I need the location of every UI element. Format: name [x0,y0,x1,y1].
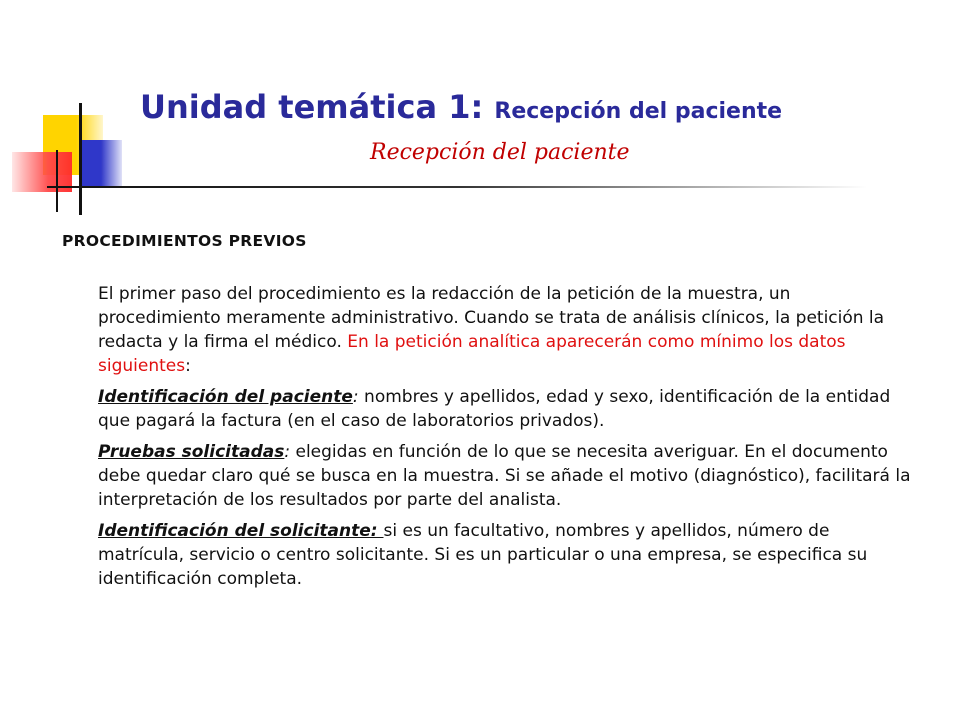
intro-end: : [185,356,191,376]
item-term: Pruebas solicitadas [98,442,285,462]
item-text: si es un facultativo, nombres y apellidos, número de matrícula, servicio o centro solicitante. Si es un particular o una empresa, se especifica su identificación completa. [98,521,868,589]
slide-title-sub: Recepción del paciente [494,99,783,124]
slide-title-main: Unidad temática 1: [140,88,495,126]
item-term: Identificación del paciente [98,387,353,407]
decorative-vertical-line [79,103,82,215]
list-item [98,440,918,512]
slide-subtitle: Recepción del paciente [370,140,630,165]
item-text: nombres y apellidos, edad y sexo, identificación de la entidad que pagará la factura (en el caso de laboratorios privados). [98,387,891,431]
item-separator: : [284,442,296,462]
slide-body [98,282,918,598]
decorative-vertical-line-short [56,150,58,212]
title-underline-rule [47,186,867,188]
intro-paragraph [98,282,918,378]
intro-text: El primer paso del procedimiento es la redacción de la petición de la muestra, un procedimiento meramente administrativo. Cuando se trata de análisis clínicos, la petición la redacta y la firma el médico. [98,284,885,352]
item-text: elegidas en función de lo que se necesita averiguar. En el documento debe quedar claro qué se busca en la muestra. Si se añade el motivo (diagnóstico), facilitará la interpretación de los resultados por parte del analista. [98,442,911,510]
list-item [98,519,918,591]
item-term: Identificación del solicitante: [98,521,384,541]
slide-title [140,88,930,126]
section-heading: PROCEDIMIENTOS PREVIOS [62,232,307,250]
intro-highlight: En la petición analítica aparecerán como mínimo los datos siguientes [98,332,846,376]
list-item [98,385,918,433]
item-separator: : [352,387,365,407]
decorative-blue-square [80,140,122,188]
